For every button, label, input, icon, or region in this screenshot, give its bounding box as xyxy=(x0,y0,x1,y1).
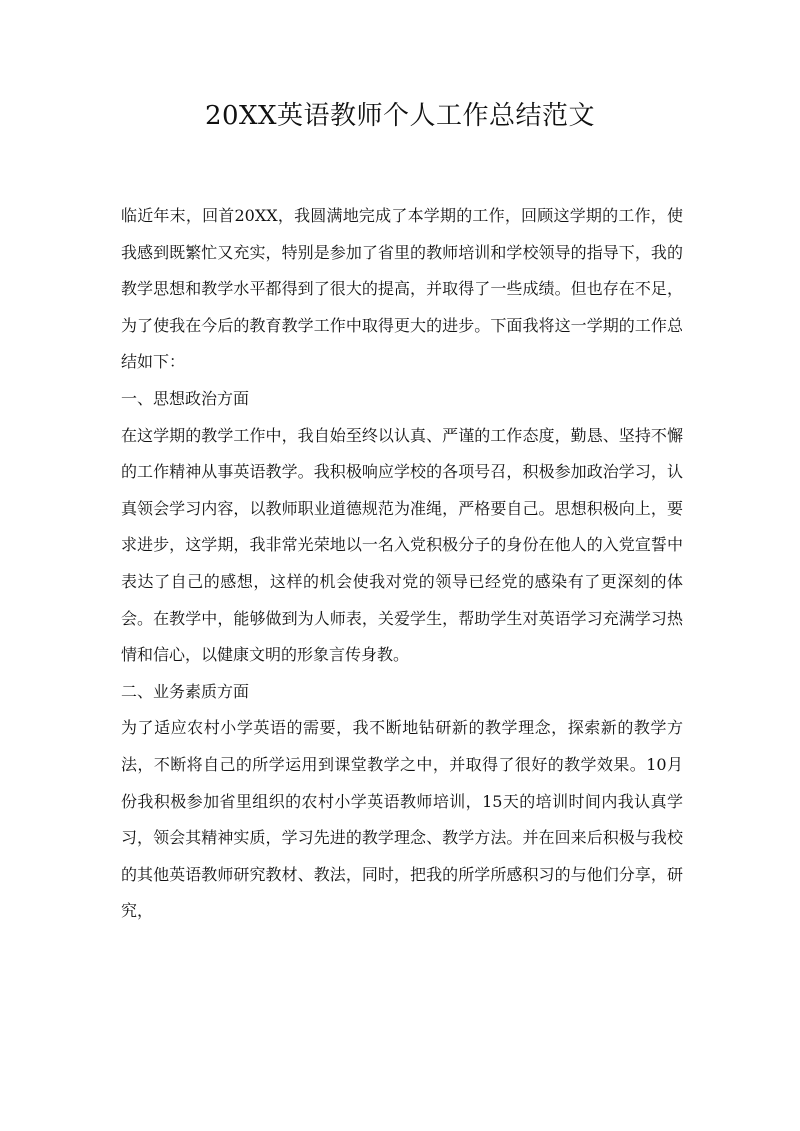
section-heading-professional: 二、业务素质方面 xyxy=(121,681,250,701)
document-body xyxy=(121,198,683,930)
intro-paragraph: 临近年末，回首20XX，我圆满地完成了本学期的工作，回顾这学期的工作，使我感到既繁忙又充实，特别是参加了省里的教师培训和学校领导的指导下，我的教学思想和教学水平都得到了很大的提高，并取得了一些成绩。但也存在不足，为了使我在今后的教育教学工作中取得更大的进步。下面我将这一学期的工作总结如下： xyxy=(121,206,683,372)
document-title: 20XX英语教师个人工作总结范文 xyxy=(204,101,596,131)
professional-paragraph: 为了适应农村小学英语的需要，我不断地钻研新的教学理念，探索新的教学方法，不断将自己的所学运用到课堂教学之中，并取得了很好的教学效果。10月份我积极参加省里组织的农村小学英语教师培训，15天的培训时间内我认真学习，领会其精神实质，学习先进的教学理念、教学方法。并在回来后积极与我校的其他英语教师研究教材、教法，同时，把我的所学所感积习的与他们分享，研究， xyxy=(121,718,683,921)
political-paragraph: 在这学期的教学工作中，我自始至终以认真、严谨的工作态度，勤恳、坚持不懈的工作精神从事英语教学。我积极响应学校的各项号召，积极参加政治学习，认真领会学习内容，以教师职业道德规范为准绳，严格要自己。思想积极向上，要求进步，这学期，我非常光荣地以一名入党积极分子的身份在他人的入党宣誓中表达了自己的感想，这样的机会使我对党的领导已经党的感染有了更深刻的体会。在教学中，能够做到为人师表，关爱学生，帮助学生对英语学习充满学习热情和信心，以健康文明的形象言传身教。 xyxy=(121,425,683,665)
section-heading-political: 一、思想政治方面 xyxy=(121,388,250,408)
